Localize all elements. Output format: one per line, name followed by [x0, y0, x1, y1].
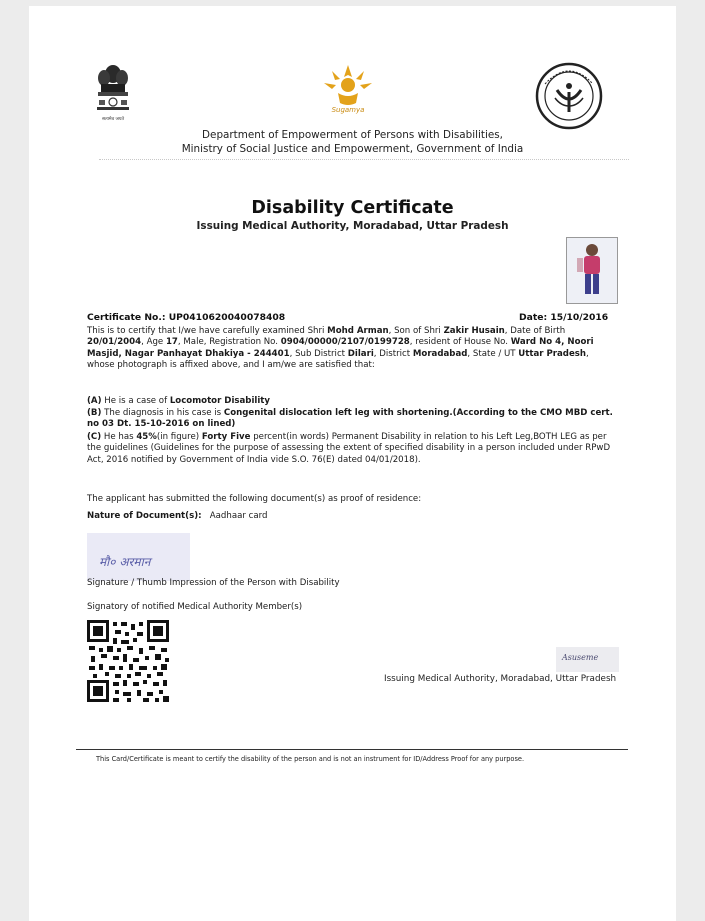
age: 17: [165, 337, 178, 348]
certificate-number: [87, 312, 285, 323]
footer-divider: [76, 749, 628, 750]
document-label: Nature of Document(s):: [87, 511, 202, 521]
registration-number: 0904/00000/2107/0199728: [280, 337, 410, 348]
applicant-signature-image: [87, 533, 190, 581]
person-signature-label: Signature / Thumb Impression of the Person with Disability: [87, 578, 340, 588]
certificate-number-value: UP0410620040078408: [168, 312, 286, 323]
diagnosis-value: Congenital dislocation left leg with shortening.(According to the CMO MBD cert. no 03 Dt. 15-10-2016 on lined): [87, 408, 613, 430]
certificate-title: Disability Certificate: [251, 198, 454, 218]
qr-code-icon: [87, 620, 169, 702]
document-nature: [87, 511, 267, 521]
address: Ward No 4, Noori Masjid, Nagar Panhayat Dhakiya - 244401: [87, 337, 594, 359]
applicant-signature-text: मौ० अरमान: [99, 555, 151, 569]
members-signatory-label: Signatory of notified Medical Authority Member(s): [87, 602, 303, 612]
emblem-caption: सत्यमेव जयते: [101, 117, 125, 122]
disability-percentage: (C) He has 45%(in figure) Forty Five percent(in words) Permanent Disability in relation to his Left Leg,BOTH LEG as per the guidelines (Guidelines for the purpose of assessing the extent of specified disability in a person included under RPwD Act, 2016 notified by Government of India vide S.O. 76(E) dated 04/01/2018).: [87, 432, 611, 465]
authority-signature-text: Asuseme: [562, 653, 599, 662]
percentage-words: Forty Five: [201, 432, 251, 442]
certificate-date: [519, 312, 608, 323]
date-of-birth: 20/01/2004: [87, 337, 142, 348]
sub-district: Dilari: [347, 348, 374, 359]
applicant-name: Mohd Arman: [327, 326, 389, 336]
person-photo-icon: [567, 238, 617, 303]
diagnosis: (B) The diagnosis in his case is Congenital dislocation left leg with shortening.(According to the CMO MBD cert. no 03 Dt. 15-10-2016 on lined): [87, 408, 613, 430]
accessible-india-logo-icon: [318, 63, 378, 115]
certificate-subtitle: Issuing Medical Authority, Moradabad, Uttar Pradesh: [196, 220, 509, 232]
document-value: Aadhaar card: [209, 511, 268, 521]
date-value: 15/10/2016: [550, 312, 609, 323]
disability-type: (A) He is a case of Locomotor Disability: [87, 396, 270, 406]
svg-text:Sugamya: Sugamya: [331, 106, 365, 114]
department-line-2: Ministry of Social Justice and Empowerment, Government of India: [181, 143, 524, 155]
department-line-1: Department of Empowerment of Persons with Disabilities,: [202, 129, 503, 141]
disability-type-value: Locomotor Disability: [169, 396, 270, 406]
state: Uttar Pradesh: [518, 348, 587, 359]
date-label: Date:: [519, 312, 548, 323]
district: Moradabad: [412, 348, 468, 359]
residence-statement: The applicant has submitted the following document(s) as proof of residence:: [87, 494, 422, 504]
father-name: Zakir Husain: [443, 326, 505, 336]
certification-paragraph: This is to certify that I/we have carefully examined Shri Mohd Arman, Son of Shri Zakir Husain, Date of Birth 20/01/2004, Age 17, Male, Registration No. 0904/00000/2107/0199728, resident of House No. Ward No 4, Noori Masjid, Nagar Panhayat Dhakiya - 244401, Sub District Dilari, District Moradabad, State / UT Uttar Pradesh, whose photograph is affixed above, and I am/we are satisfied that:: [87, 326, 594, 371]
state-seal-icon: [535, 62, 603, 130]
certificate-page: [29, 6, 676, 921]
applicant-photo: [566, 237, 618, 304]
certificate-number-label: Certificate No.:: [87, 312, 166, 323]
percentage-figure: 45%: [136, 432, 157, 442]
authority-signature-image: [556, 647, 619, 672]
issuing-authority-label: Issuing Medical Authority, Moradabad, Uttar Pradesh: [384, 674, 617, 684]
footer-disclaimer: This Card/Certificate is meant to certify the disability of the person and is not an instrument for ID/Address Proof for any purpose.: [96, 755, 525, 763]
header-divider: [99, 159, 629, 160]
